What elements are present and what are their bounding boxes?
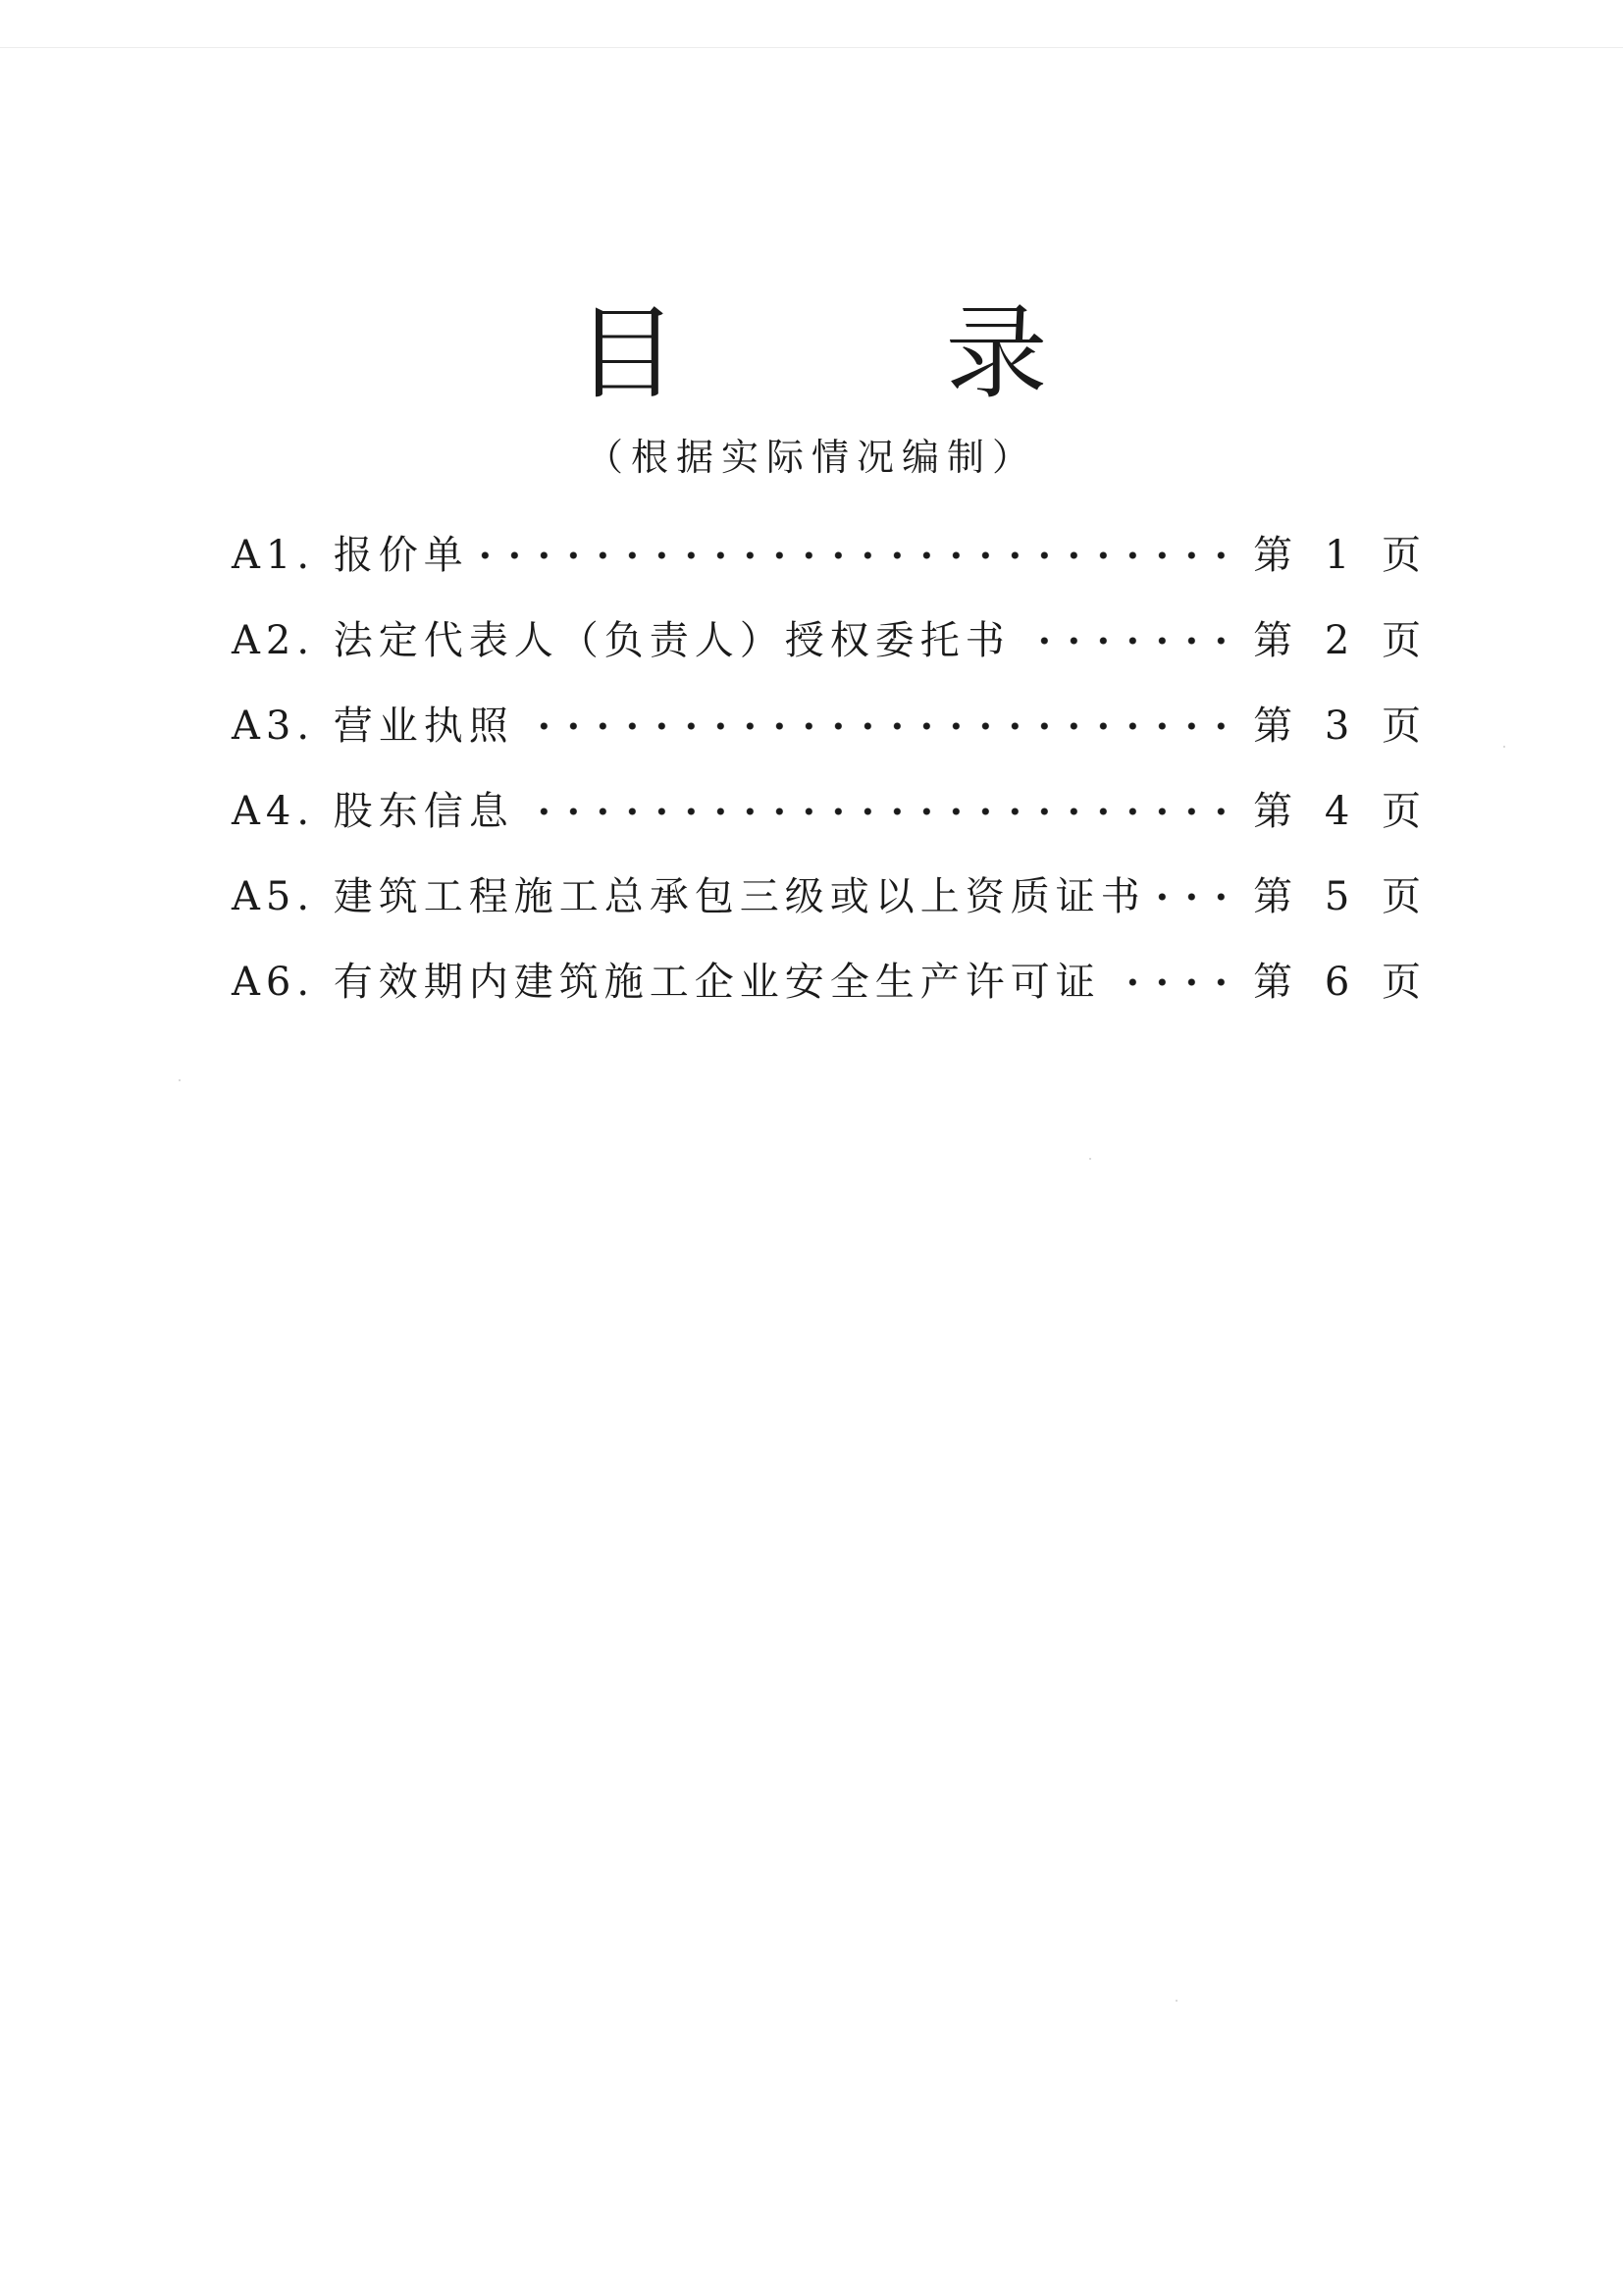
toc-entry-a5[interactable] (232, 854, 1431, 939)
toc-entry-a1[interactable] (232, 512, 1431, 598)
dot-leader (522, 782, 1235, 841)
toc-entry-label: A1. 报价单 (232, 532, 469, 578)
scan-speck (179, 1079, 181, 1081)
toc-entry-label: A4. 股东信息 (232, 788, 514, 834)
toc-entry-a4[interactable] (232, 768, 1431, 854)
toc-entry-page: 第 1 页 (1253, 532, 1431, 578)
toc-entry-page: 第 3 页 (1253, 703, 1431, 749)
scan-speck (1089, 1158, 1091, 1160)
scan-speck (1503, 746, 1505, 748)
toc-entry-label: A5. 建筑工程施工总承包三级或以上资质证书 (232, 873, 1146, 919)
dot-leader (1154, 867, 1235, 926)
toc-entry-page: 第 5 页 (1253, 873, 1431, 919)
toc-entry-a2[interactable] (232, 598, 1431, 683)
toc-entry-page: 第 2 页 (1253, 617, 1431, 663)
toc-entry-label: A6. 有效期内建筑施工企业安全生产许可证 (232, 959, 1101, 1005)
dot-leader (1109, 953, 1235, 1012)
dot-leader (477, 526, 1235, 585)
toc-entry-a6[interactable] (232, 939, 1431, 1024)
toc-entry-page: 第 6 页 (1253, 959, 1431, 1005)
toc-entry-label: A2. 法定代表人（负责人）授权委托书 (232, 617, 1011, 663)
scan-speck (1176, 2000, 1178, 2002)
toc-entry-label: A3. 营业执照 (232, 703, 514, 749)
page-title: 目 录 (575, 293, 1166, 413)
page-subtitle: （根据实际情况编制） (585, 436, 1037, 479)
scan-top-edge (0, 47, 1623, 48)
table-of-contents (232, 512, 1431, 1024)
dot-leader (522, 697, 1235, 756)
toc-entry-a3[interactable] (232, 683, 1431, 768)
toc-entry-page: 第 4 页 (1253, 788, 1431, 834)
dot-leader (1019, 611, 1235, 670)
